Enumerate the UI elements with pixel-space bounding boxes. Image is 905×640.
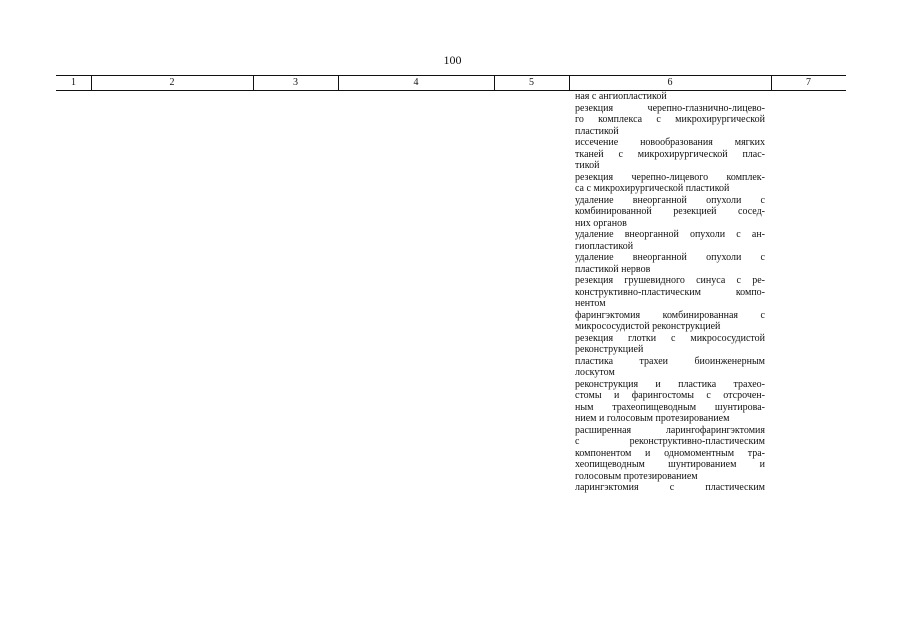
text-line: удаление внеорганной опухоли с bbox=[575, 194, 765, 206]
text-line: пластикой нервов bbox=[575, 263, 651, 275]
text-line: удаление внеорганной опухоли с bbox=[575, 252, 765, 263]
text-line: ларингэктомия с пластическим bbox=[575, 482, 765, 493]
text-line: стомы и фарингостомы с отсрочен- bbox=[575, 390, 765, 401]
text-line: тканей с микрохирургической плас- bbox=[575, 148, 765, 160]
column-header-1: 1 bbox=[71, 77, 76, 88]
text-line: пластика трахеи биоинженерным bbox=[575, 355, 765, 367]
text-line: нентом bbox=[575, 298, 606, 309]
text-line: иссечение новообразования мягких bbox=[575, 137, 765, 148]
text-line: расширенная ларингофарингэктомия bbox=[575, 424, 765, 436]
text-line: гиопластикой bbox=[575, 240, 634, 252]
text-line: микрососудистой реконструкцией bbox=[575, 321, 721, 332]
text-line: реконструкцией bbox=[575, 344, 644, 355]
column-header-7: 7 bbox=[806, 77, 811, 88]
text-line: лоскутом bbox=[575, 367, 615, 378]
text-line: конструктивно-пластическим компо- bbox=[575, 286, 765, 298]
text-line: са с микрохирургической пластикой bbox=[575, 183, 730, 194]
text-line: них органов bbox=[575, 217, 627, 229]
page-number: 100 bbox=[443, 53, 462, 67]
text-line: резекция черепно-лицевого комплек- bbox=[575, 171, 765, 183]
column-header-6: 6 bbox=[667, 77, 673, 88]
text-line: пластикой bbox=[575, 125, 619, 137]
text-line: нием и голосовым протезированием bbox=[575, 413, 730, 424]
text-line: ным трахеопищеводным шунтирова- bbox=[575, 401, 765, 413]
text-line: го комплекса с микрохирургической bbox=[575, 114, 765, 125]
text-line: с реконструктивно-пластическим bbox=[575, 436, 765, 447]
text-line: реконструкция и пластика трахео- bbox=[575, 378, 765, 390]
text-line: голосовым протезированием bbox=[575, 470, 698, 482]
column-6-content bbox=[575, 91, 765, 494]
text-line: резекция черепно-глазнично-лицево- bbox=[575, 102, 765, 114]
column-header-5: 5 bbox=[529, 77, 534, 88]
column-header-4: 4 bbox=[413, 77, 419, 88]
column-header-2: 2 bbox=[169, 77, 175, 88]
text-line: ная с ангиопластикой bbox=[575, 91, 667, 102]
text-line: хеопищеводным шунтированием и bbox=[575, 459, 765, 470]
text-line: компонентом и одномоментным тра- bbox=[575, 447, 765, 459]
text-line: фарингэктомия комбинированная с bbox=[575, 309, 765, 321]
column-header-3: 3 bbox=[293, 77, 298, 88]
table-header-row bbox=[56, 75, 846, 91]
text-line: комбинированной резекцией сосед- bbox=[575, 206, 765, 217]
text-line: удаление внеорганной опухоли с ан- bbox=[575, 229, 765, 240]
text-line: резекция грушевидного синуса с ре- bbox=[575, 275, 765, 286]
text-line: резекция глотки с микрососудистой bbox=[575, 332, 765, 344]
text-line: тикой bbox=[575, 160, 600, 171]
